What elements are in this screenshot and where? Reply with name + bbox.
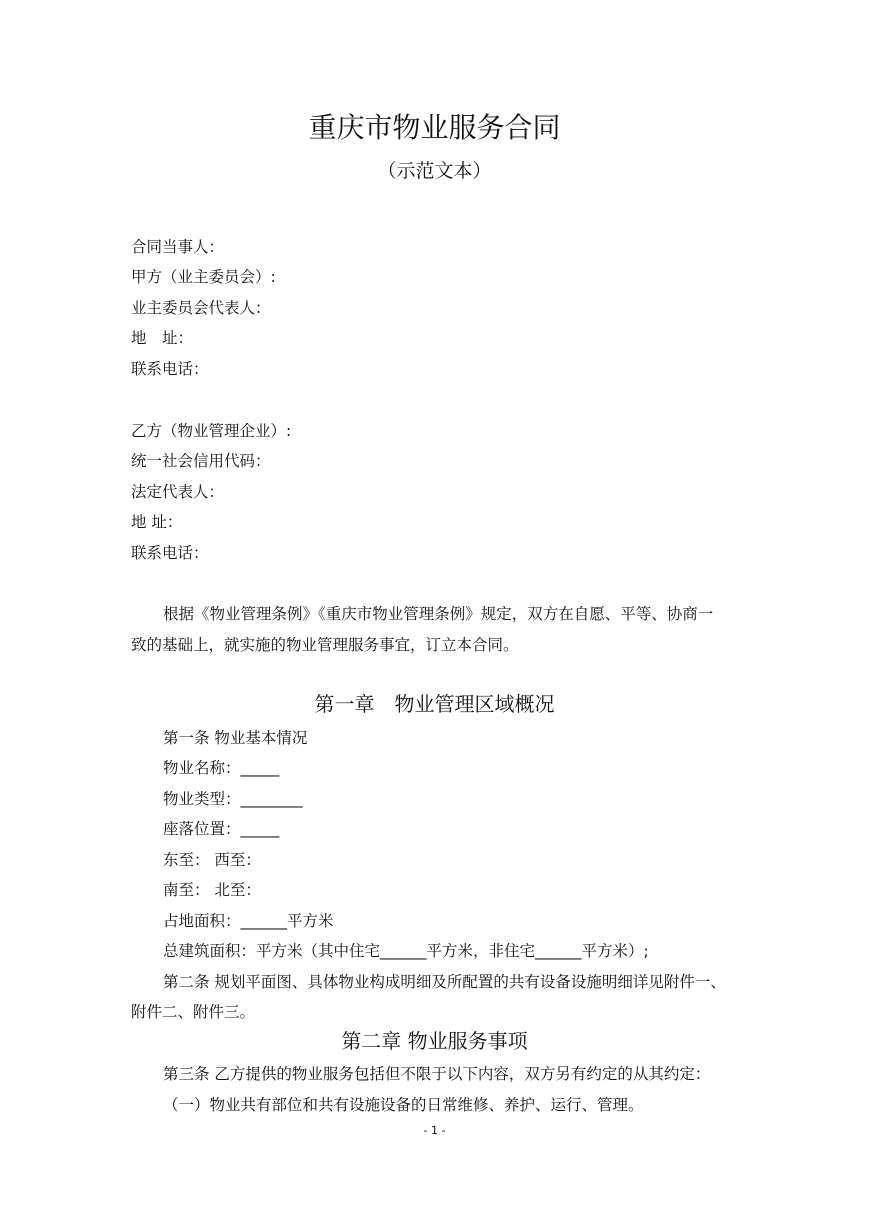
party-b-address: 地 址： — [131, 513, 183, 531]
preamble-line-1: 根据《物业管理条例》《重庆市物业管理条例》规定，双方在自愿、平等、协商一 — [163, 605, 714, 623]
boundary-east-west: 东至： 西至： — [163, 851, 261, 869]
article-1-heading: 第一条 物业基本情况 — [163, 729, 308, 747]
building-area: 总建筑面积：平方米（其中住宅______平方米，非住宅______平方米）; — [163, 942, 649, 960]
property-location: 座落位置：_____ — [163, 820, 280, 838]
property-name: 物业名称：_____ — [163, 759, 280, 777]
page-number: - 1 - — [423, 1124, 446, 1137]
chapter-1-heading: 第一章 物业管理区域概况 — [314, 692, 555, 716]
article-2-line-1: 第二条 规划平面图、具体物业构成明细及所配置的共有设备设施明细详见附件一、 — [163, 973, 726, 991]
party-a-name: 甲方（业主委员会）: — [131, 268, 276, 286]
party-a-representative: 业主委员会代表人： — [131, 299, 271, 317]
parties-header: 合同当事人： — [131, 238, 225, 256]
article-2-line-2: 附件二、附件三。 — [131, 1003, 256, 1021]
service-item-1: （一）物业共有部位和共有设施设备的日常维修、养护、运行、管理。 — [163, 1096, 644, 1114]
article-3-heading: 第三条 乙方提供的物业服务包括但不限于以下内容，双方另有约定的从其约定： — [163, 1065, 711, 1083]
property-type: 物业类型：________ — [163, 790, 303, 808]
party-a-phone: 联系电话： — [131, 360, 209, 378]
preamble-line-2: 致的基础上，就实施的物业管理服务事宜，订立本合同。 — [131, 636, 519, 654]
party-b-phone: 联系电话： — [131, 544, 209, 562]
party-a-address: 地 址： — [131, 329, 194, 347]
chapter-2-heading: 第二章 物业服务事项 — [341, 1029, 528, 1053]
document-subtitle: （示范文本） — [377, 160, 492, 182]
party-b-legal-rep: 法定代表人： — [131, 483, 225, 501]
land-area: 占地面积：______平方米 — [163, 912, 334, 930]
boundary-south-north: 南至： 北至： — [163, 881, 261, 899]
party-b-credit-code: 统一社会信用代码： — [131, 452, 271, 470]
party-b-name: 乙方（物业管理企业）: — [131, 422, 292, 440]
document-title: 重庆市物业服务合同 — [308, 111, 561, 144]
